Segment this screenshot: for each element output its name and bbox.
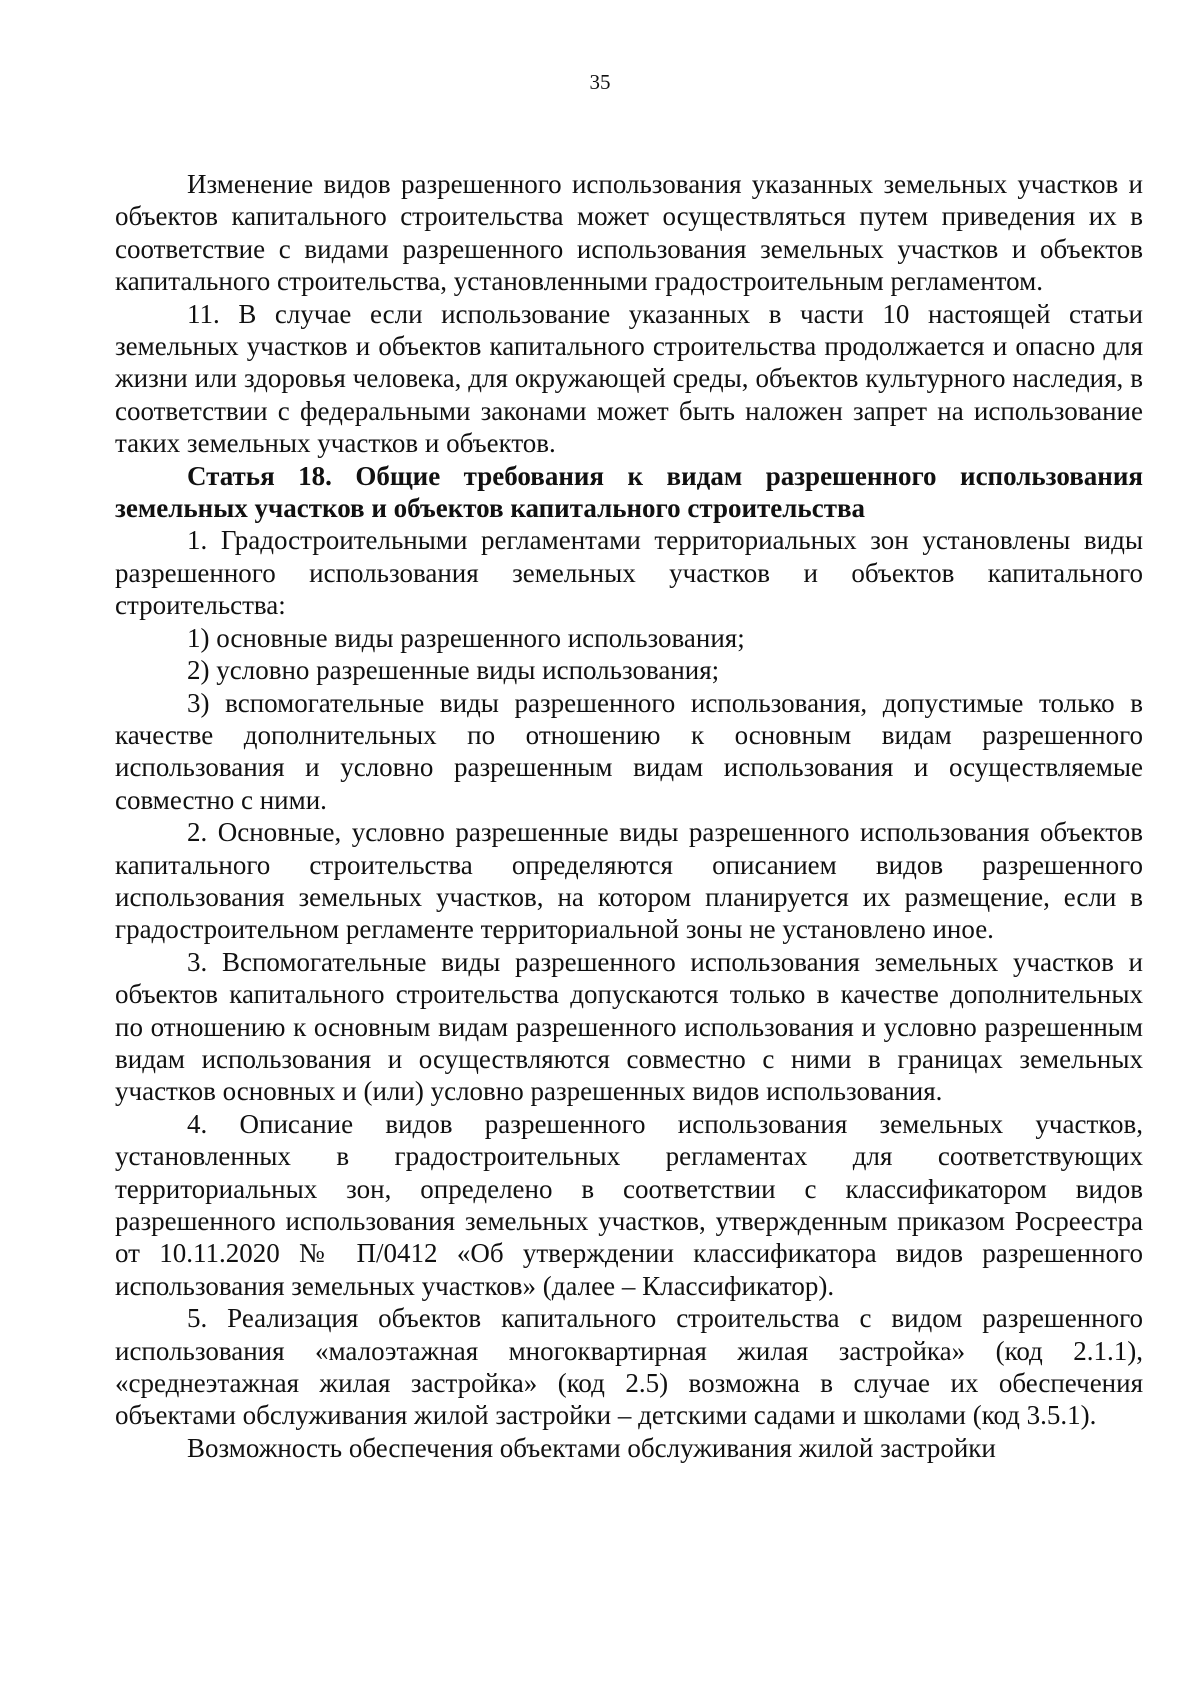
paragraph: 5. Реализация объектов капитального строительства с видом разрешенного использования «малоэтажная многоквартирная жилая застройка» (код 2.1.1), «среднеэтажная жилая застройка» (код 2.5) возможна в случае их обеспечения объектами обслуживания жилой застройки – детскими садами и школами (код 3.5.1).	[115, 1303, 1143, 1431]
paragraph: 3. Вспомогательные виды разрешенного использования земельных участков и объектов капитального строительства допускаются только в качестве дополнительных по отношению к основным видам разрешенного использования и условно разрешенным видам использования и осуществляются совместно с ними в границах земельных участков основных и (или) условно разрешенных видов использования.	[115, 946, 1143, 1107]
article-heading: Статья 18. Общие требования к видам разрешенного использования земельных участков и объектов капитального строительства	[115, 460, 1143, 524]
page-number: 35	[589, 70, 611, 94]
paragraph: 2. Основные, условно разрешенные виды разрешенного использования объектов капитального строительства определяются описанием видов разрешенного использования земельных участков, на котором планируется их размещение, если в градостроительном регламенте территориальной зоны не установлено иное.	[115, 817, 1143, 945]
list-item: 1) основные виды разрешенного использования;	[187, 622, 745, 653]
paragraph: 4. Описание видов разрешенного использования земельных участков, установленных в градостроительных регламентах для соответствующих территориальных зон, определено в соответствии с классификатором видов разрешенного использования земельных участков, утвержденным приказом Росреестра от 10.11.2020 № П/0412 «Об утверждении классификатора видов разрешенного использования земельных участков» (далее – Классификатор).	[115, 1108, 1143, 1301]
paragraph: 11. В случае если использование указанных в части 10 настоящей статьи земельных участков и объектов капитального строительства продолжается и опасно для жизни или здоровья человека, для окружающей среды, объектов культурного наследия, в соответствии с федеральными законами может быть наложен запрет на использование таких земельных участков и объектов.	[115, 298, 1143, 459]
paragraph: Возможность обеспечения объектами обслуживания жилой застройки	[187, 1432, 996, 1463]
list-item: 2) условно разрешенные виды использования;	[187, 655, 720, 686]
paragraph: 1. Градостроительными регламентами территориальных зон установлены виды разрешенного использования земельных участков и объектов капитального строительства:	[115, 525, 1143, 621]
document-text	[115, 168, 1143, 1464]
paragraph: Изменение видов разрешенного использования указанных земельных участков и объектов капитального строительства может осуществляться путем приведения их в соответствие с видами разрешенного использования земельных участков и объектов капитального строительства, установленными градостроительным регламентом.	[115, 169, 1143, 297]
list-item: 3) вспомогательные виды разрешенного использования, допустимые только в качестве дополнительных по отношению к основным видам разрешенного использования и условно разрешенным видам использования и осуществляемые совместно с ними.	[115, 687, 1143, 815]
